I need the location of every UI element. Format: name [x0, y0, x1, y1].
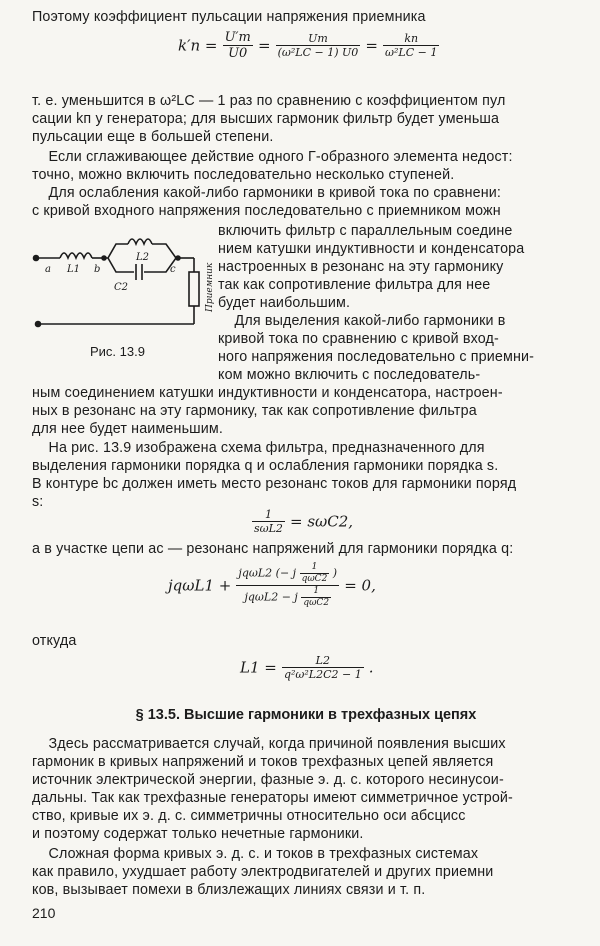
fraction-denominator: ω²LC − 1	[385, 46, 438, 59]
text-line: как правило, ухудшает работу электродвигателей и других приемни	[32, 864, 494, 880]
fraction-denominator: U0	[223, 45, 253, 61]
fraction-numerator: L2	[315, 654, 330, 667]
fraction	[282, 654, 364, 681]
inductor-l2	[128, 239, 152, 244]
fraction-numerator: Um	[308, 32, 328, 45]
text-line: ных в резонанс на эту гармонику, так как сопротивление фильтра	[32, 403, 477, 419]
text-line: Сложная форма кривых э. д. с. и токов в трехфазных системах	[32, 846, 479, 862]
text-line: ство, кривые их э. д. с. симметричны относительно оси абсцисс	[32, 808, 466, 824]
text-line: В контуре bc должен иметь место резонанс токов для гармоники поряд	[32, 476, 517, 492]
fraction: $\frac{1}{\text{qωC2}}$	[301, 562, 328, 584]
fraction	[383, 32, 439, 59]
text-line: пульсации еще в большей степени.	[32, 129, 274, 145]
fraction	[223, 30, 253, 61]
page-number: 210	[32, 905, 56, 921]
text-line: нием катушки индуктивности и конденсатора	[218, 241, 525, 257]
formula-voltage-resonance	[168, 562, 376, 609]
formula-ripple-coefficient: k′п = $\frac{U'm}{U0}$ = $\frac{Um}{\text{(ω²LC − 1) U0}}$ = $\frac{kп}{\text{ω²LC − 1}}$	[178, 30, 438, 61]
text-line: так как сопротивление фильтра для нее	[218, 277, 491, 293]
text-line: Если сглаживающее действие одного Г-образного элемента недост:	[32, 149, 513, 165]
text-line: На рис. 13.9 изображена схема фильтра, предназначенного для	[32, 440, 485, 456]
fraction: $\frac{1}{\text{qωC2}}$	[303, 586, 330, 608]
text-line: дальны. Так как трехфазные генераторы имеют симметричное устрой-	[32, 790, 513, 806]
text-line: откуда	[32, 633, 77, 649]
text-line: настроенных в резонанс на эту гармонику	[218, 259, 504, 275]
text-line: т. е. уменьшится в ω²LC — 1 раз по сравнению с коэффициентом пул	[32, 93, 506, 109]
text-line: будет наибольшим.	[218, 295, 351, 311]
text-line: Здесь рассматривается случай, когда причиной появления высших	[32, 736, 506, 752]
formula-l1: L1 = $\frac{L2}{\text{q²ω²L2C2 − 1}}$ .	[240, 654, 374, 681]
text-line: ного напряжения последовательно с приемни-	[218, 349, 535, 365]
fraction	[236, 562, 339, 609]
text-line: источник электрической энергии, фазные э. д. с. которого несинусои-	[32, 772, 504, 788]
fraction-denominator: q²ω²L2C2 − 1	[283, 668, 362, 681]
text-line: и поэтому содержат только нечетные гармоники.	[32, 826, 364, 842]
text-line: s:	[32, 494, 44, 510]
figure-caption: Рис. 13.9	[90, 344, 145, 359]
receiver-resistor	[189, 272, 199, 306]
text-line: с кривой входного напряжения последовательно с приемником можн	[32, 203, 501, 219]
label-node-c: c	[170, 264, 176, 275]
text-line: ков, вызывает помехи в близлежащих линиях связи и т. п.	[32, 882, 426, 898]
formula-lhs: k′п =	[178, 36, 218, 55]
terminal-return	[36, 322, 41, 327]
text-line: Для ослабления какой-либо гармоники в кривой тока по сравнени:	[32, 185, 502, 201]
fraction-numerator: U′m	[224, 30, 251, 45]
text-line: а в участке цепи ac — резонанс напряжений для гармоники порядка q:	[32, 541, 514, 557]
label-l1: L1	[67, 264, 81, 275]
formula-lhs: jqωL1 +	[168, 576, 232, 595]
formula-rhs: = sωC2,	[290, 512, 354, 531]
text-line: включить фильтр с параллельным соедине	[218, 223, 513, 239]
fraction-numerator: kп	[404, 32, 419, 45]
fraction-denominator: (ω²LC − 1) U0	[277, 46, 359, 59]
circuit-diagram	[30, 220, 216, 340]
label-receiver: Приемник	[205, 262, 215, 312]
node-c	[176, 256, 180, 260]
formula-current-resonance	[252, 508, 353, 535]
label-node-b: b	[94, 264, 101, 275]
text-line: Для выделения какой-либо гармоники в	[218, 313, 506, 329]
fraction-numerator: jqωL2 (− j $\frac{1}{\text{qωC2}}$ )	[238, 562, 338, 584]
label-node-a: a	[45, 264, 51, 275]
text-line: кривой тока по сравнению с кривой вход-	[218, 331, 499, 347]
formula-lhs: L1 =	[240, 658, 277, 677]
formula-rhs: = 0,	[344, 576, 376, 595]
fraction	[252, 508, 285, 535]
label-l2: L2	[136, 252, 150, 263]
text-line: выделения гармоники порядка q и ослабления гармоники порядка s.	[32, 458, 499, 474]
text-line: гармоник в кривых напряжений и токов трехфазных цепей является	[32, 754, 494, 770]
terminal-a	[34, 256, 39, 261]
text-line: Поэтому коэффициент пульсации напряжения приемника	[32, 9, 426, 25]
text-line: точно, можно включить последовательно несколько ступеней.	[32, 167, 455, 183]
text-line: сации kп у генератора; для высших гармоник фильтр будет уменьша	[32, 111, 500, 127]
section-heading: § 13.5. Высшие гармоники в трехфазных цепях	[135, 707, 477, 723]
fraction	[276, 32, 361, 59]
fraction-denominator: sωL2	[254, 522, 283, 535]
fraction-denominator: jqωL2 − j $\frac{1}{\text{qωC2}}$	[236, 585, 339, 609]
inductor-l1	[60, 253, 92, 258]
text-line: для нее будет наименьшим.	[32, 421, 224, 437]
label-c2: C2	[114, 282, 129, 293]
text-line: ным соединением катушки индуктивности и конденсатора, настроен-	[32, 385, 503, 401]
fraction-numerator: 1	[264, 508, 272, 521]
text-line: ком можно включить с последователь-	[218, 367, 481, 383]
